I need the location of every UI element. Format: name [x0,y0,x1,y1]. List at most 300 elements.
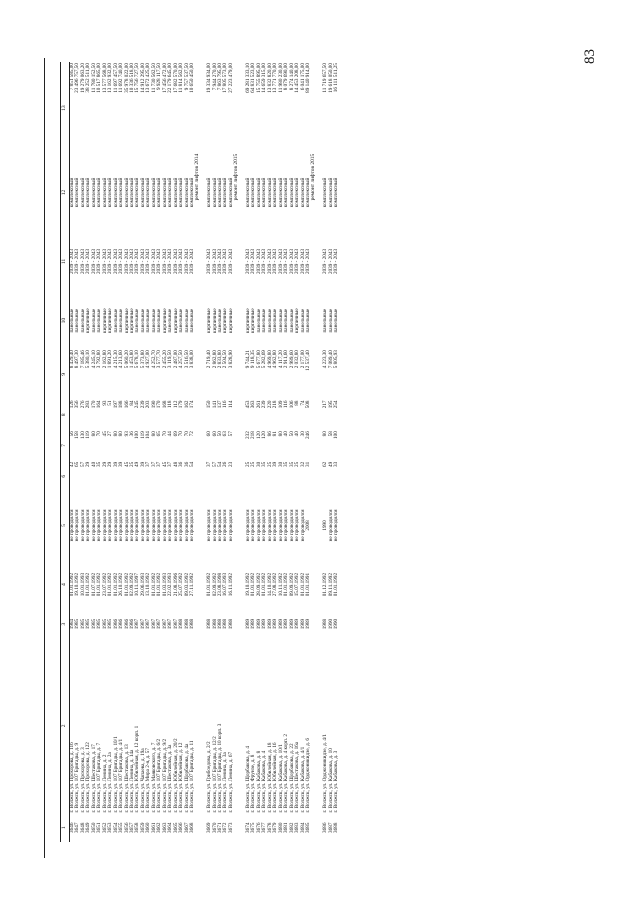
table-cell: 13 162 932,00 [107,63,114,93]
table-cell: 32 [299,461,306,468]
table-cell: 2039 - 2043 [245,248,252,275]
table-cell: 3654 [112,822,119,833]
table-cell: 4 969,80 [266,350,273,369]
table-cell: 1990 [327,618,334,630]
table-cell: не проводился [299,509,306,542]
table-cell: не проводился [101,509,108,542]
table-cell: 1989 [299,618,306,630]
table-cell: г. Волжск, ул. Чапаева, д. 19а [139,748,146,813]
table-cell: 3667 [183,822,190,833]
table-cell: 1988 [322,618,329,630]
table-cell: 37 [156,461,163,468]
table-cell: 40 [283,431,290,437]
table-cell: 2 719,40 [206,350,213,369]
table-cell: 57 [211,461,218,468]
table-cell: 23.07.1992 [101,572,108,597]
table-cell: не проводился [107,509,114,542]
table-cell: 1988 [211,618,218,630]
table-cell: панельные [283,308,290,333]
table-cell: 01.01.1992 [261,572,268,597]
table-cell: комплексный [272,177,279,208]
table-cell: комплексный [299,177,306,208]
table-cell: 81 [272,431,279,437]
table-cell: 35 [261,461,268,468]
table-cell: 1989 [294,618,301,630]
table-cell: 1989 [266,618,273,630]
table-cell: 88 [294,400,301,406]
table-cell: 1988 [188,618,195,630]
table-cell: 50 [288,431,295,437]
table-cell: кирпичные [245,308,252,333]
table-cell: 11 719 657,50 [322,63,329,93]
table-cell: 232 [245,431,252,439]
capital-repair-table [60,62,340,842]
table-cell: не проводился [74,509,81,542]
table-cell: не проводился [178,509,185,542]
table-cell: комплексный [283,177,290,208]
table-cell: г. Волжск, ул. 107 Бригады, д. 12/2 [211,736,218,813]
table-cell: 2039 - 2043 [327,248,334,275]
table-cell: не проводился [90,509,97,542]
table-cell: 100 [134,431,141,439]
table-cell: не проводился [118,509,125,542]
table-cell: комплексный [156,177,163,208]
table-cell: 93 [101,400,108,406]
table-cell: 2039 - 2043 [139,248,146,275]
table-cell: 62 [322,461,329,468]
table-cell: г. Волжск, ул. Кабакова, д. 4/1 [299,746,306,813]
table-cell: 2039 - 2043 [85,248,92,275]
table-cell: 01.01.1992 [150,572,157,597]
table-cell: 10 517 865,00 [96,63,103,93]
table-cell: панельные [327,308,334,333]
table-cell: 2039 - 2043 [277,248,284,275]
table-cell: 3 792,80 [96,350,103,369]
table-cell: 166 [123,400,130,409]
table-cell: г. Волжск, ул. 107 Бригады, д. 4/1 [118,738,125,813]
table-cell: не проводился [112,509,119,542]
column-header: 4 [61,559,70,609]
table-cell: 261 [255,400,262,409]
table-cell: комплексный [206,177,213,208]
table-cell: 01.07.1992 [90,572,97,597]
table-cell: 112 [172,400,179,409]
table-cell: 2 032,80 [294,350,301,369]
table-cell: панельные [74,308,81,333]
table-cell: 57 [227,431,234,437]
table-cell: 5 060,20 [123,350,130,369]
table-cell: 17 682 570,00 [172,63,179,93]
table-cell: комплексный [134,177,141,208]
table-cell: 5 282,69 [261,350,268,369]
table-cell: 188 [118,400,125,409]
table-cell: 29 [107,461,114,468]
table-cell: 2 455,20 [161,350,168,369]
page-number: 83 [582,49,598,64]
table-cell: 45 [101,431,108,437]
table-cell: 2008 [305,520,312,531]
table-cell: 3674 [245,822,252,833]
table-cell: комплексный [150,177,157,208]
table-cell: 170 [90,400,97,409]
table-cell: 1988 [183,618,190,630]
table-cell: 1987 [139,618,146,630]
table-cell: комплексный [327,177,334,208]
table-cell: 2039 - 2043 [145,248,152,275]
table-cell: 25.07.1992 [178,572,185,597]
table-cell: 3647 [74,822,81,833]
table-cell: 3662 [156,822,163,833]
table-cell: 01.01.1991 [305,572,312,597]
table-cell: 5 805,93 [333,350,340,369]
table-cell: 137 [217,400,223,409]
table-cell: 37 [145,461,152,468]
table-cell: 29.06.1993 [139,572,146,597]
table-cell: 126 [69,400,75,409]
table-cell: 2039 - 2043 [123,248,130,275]
table-cell: комплексный [112,177,119,208]
table-cell: комплексный [145,177,152,208]
table-cell: 3681 [283,822,290,833]
table-cell: 38 252 511,00 [85,63,92,93]
table-cell: комплексный [79,177,86,208]
table-cell: кирпичные [211,308,218,333]
table-cell: кирпичные [128,308,135,333]
table-cell: 2039 - 2043 [156,248,163,275]
table-cell: 02.09.1992 [128,572,135,597]
table-cell: 11 980 230,00 [277,63,284,93]
table-cell: 2039 - 2043 [118,248,125,275]
table-cell: 2039 - 2043 [128,248,135,275]
table-cell: 09.03.1992 [183,572,190,597]
table-cell: г. Волжск, ул. Маяковского, д. 7 [150,742,157,813]
table-cell: 60 [206,431,213,437]
table-cell: комплексный [90,177,97,208]
table-cell: 5 677,80 [255,350,262,369]
table-cell: 3655 [118,822,125,833]
table-cell: 114 [227,400,234,409]
table-cell: 80 [277,431,284,437]
table-cell: 01.01.1992 [112,572,119,597]
table-cell: 89 140 914,00 [305,63,312,93]
table-cell: не проводился [211,509,218,542]
table-cell: панельные [272,308,279,333]
table-cell: 29 [101,461,108,468]
table-cell: 10.01.1993 [79,572,86,597]
table-cell: 2 911,60 [283,350,290,369]
table-cell: панельные [188,308,195,333]
table-cell: г. Волжск, ул. 107 Бригады, д. 6/2 [156,738,163,813]
table-cell: 30 [299,431,306,437]
table-cell: комплексный [139,177,146,208]
table-cell: 30 [255,461,262,468]
table-cell: г. Волжск, ул. Щорбакова, д. 4а [183,743,190,813]
table-cell: 01.01.1992 [206,572,213,597]
table-cell: 2039 - 2043 [134,248,141,275]
table-cell: 2 862,80 [211,350,218,369]
table-cell: 80 [118,431,125,437]
table-cell: 120 [261,431,268,439]
table-cell: 3679 [272,822,279,833]
table-cell: 9 928 117,50 [156,63,163,91]
table-cell: 12 537,40 [305,350,312,371]
table-cell: 17 805 573,00 [222,63,229,93]
table-cell: 3677 [261,822,268,833]
table-cell: 2039 - 2043 [333,248,340,275]
table-cell: г. Волжск, ул. Кабакова, д. 4 [261,750,268,813]
table-cell: панельные [333,308,340,333]
table-cell: 1985 [96,618,103,630]
table-cell: 49 [327,461,334,468]
table-cell: 1986 [118,618,125,630]
column-header: 13 [61,62,70,154]
table-cell: комплексный [74,177,81,208]
table-cell: 31 [305,461,312,468]
table-cell: кирпичные [85,308,92,333]
table-cell: 3684 [299,822,306,833]
table-cell: 9 118,35 [250,350,257,369]
table-cell: 1986 [128,618,135,630]
table-cell: 2039 - 2043 [112,248,119,275]
table-left-rule [44,58,45,858]
table-cell: 35 978 022,00 [123,63,130,93]
table-cell: 25 [128,461,135,468]
table-cell: 2039 - 2043 [217,248,223,275]
table-cell: панельные [156,308,163,333]
table-cell: 8 079 690,00 [283,63,290,91]
table-cell: комплексный [183,177,190,208]
table-cell: панельные [167,308,174,333]
table-cell: 80 [90,431,97,437]
table-cell: 4 245,10 [90,350,97,369]
column-header: 11 [61,231,70,292]
table-cell: 1987 [145,618,152,630]
table-cell: 80 [112,431,119,437]
table-cell: 453 [245,400,252,409]
table-cell: 65 [156,431,163,437]
table-cell: панельные [118,308,125,333]
table-cell: 164 [96,400,103,409]
table-cell: 3660 [145,822,152,833]
table-cell: не проводился [79,509,86,542]
table-cell: 44 [167,431,174,437]
table-cell: 01.01.1992 [85,572,92,597]
table-cell: г. Волжск, ул. Юбилейная, д. 18 [266,742,273,813]
column-header: 3 [61,610,70,638]
table-cell: 49 [134,461,141,468]
table-cell: кирпичные [222,308,229,333]
table-cell: г. Волжск, ул. Кабакова, д. 3 [333,750,340,813]
table-cell: не проводился [294,509,301,542]
table-cell: 2 504,50 [222,350,229,369]
table-cell: 01.01.1992 [156,572,163,597]
table-cell: 3665 [172,822,179,833]
table-cell: 1985 [90,618,97,630]
table-cell: г. Волжск, ул. Ленина, д. 2а [107,752,114,813]
table-cell: 7 851 585,00 [69,63,75,91]
table-cell: не проводился [245,509,252,542]
table-cell: 3668 [188,822,195,833]
table-cell: 15 756 727,50 [134,63,141,93]
table-cell: 45 [161,461,168,468]
table-cell: 7 185,46 [79,350,86,369]
table-cell: не проводился [69,509,75,542]
table-cell: 2039 - 2043 [79,248,86,275]
table-cell: панельные [134,308,141,333]
table-cell: 4 223,30 [322,350,329,369]
table-cell: 5 678,10 [134,350,141,369]
table-cell: кирпичные [172,308,179,333]
table-cell: 2 833,80 [217,350,223,369]
table-cell: не проводился [277,509,284,542]
table-cell: 3658 [134,822,141,833]
table-cell: 3657 [128,822,135,833]
table-cell: г. Волжск, ул. Шестакова, д. 13 [123,744,130,813]
table-cell: комплексный [322,177,329,208]
table-cell: 119 [139,431,146,439]
table-cell: 197 [112,400,119,409]
table-cell: 39 [272,461,279,468]
table-cell: комплексный [178,177,185,208]
table-cell: 3669 [206,822,213,833]
table-cell: не проводился [156,509,163,542]
table-cell: 57 [79,461,86,468]
table-cell: комплексный [123,177,130,208]
table-cell: 1990 [333,618,340,630]
table-cell: г. Волжск, ул. Юбилейная, д. 12 [178,742,185,813]
table-cell: 1989 [261,618,268,630]
table-cell: не проводился [134,509,141,542]
table-cell: комплексный [288,177,295,208]
table-cell: не проводился [333,509,340,542]
table-cell: 35 [96,461,103,468]
table-cell: 3652 [101,822,108,833]
table-cell: 2039 - 2043 [305,248,312,275]
table-cell: г. Волжск, ул. Кабакова, д. 10 [327,748,334,813]
table-cell: 14 659 315,00 [261,63,268,93]
table-cell: 74 [299,400,306,406]
table-cell: 1987 [161,618,168,630]
table-cell: 13 577 568,00 [101,63,108,93]
table-cell: 3 516,50 [183,350,190,369]
table-cell: 1985 [101,618,108,630]
table-cell: комплексный [250,177,257,208]
table-cell: 2039 - 2043 [69,248,75,275]
table-cell: г. Волжск, ул. Кабакова, д. 8 [255,750,262,813]
table-cell: 203 [145,400,152,409]
table-cell: 1987 [150,618,157,630]
table-cell: панельные [178,308,185,333]
table-cell: 118 [167,400,174,409]
table-cell: панельные [145,308,152,333]
column-header: 5 [61,492,70,560]
table-cell: 283 [85,400,92,409]
table-cell: панельные [261,308,268,333]
table-cell: 174 [188,400,195,409]
table-cell: 1989 [277,618,284,630]
table-cell: 3653 [107,822,114,833]
table-cell: 2039 - 2043 [161,248,168,275]
table-cell: 93 [123,431,130,437]
table-cell: 3650 [90,822,97,833]
table-cell: комплексный [277,177,284,208]
table-cell: 2 989,60 [288,350,295,369]
table-cell: 14.10.1992 [266,572,273,597]
table-cell: г. Волжск, ул. Кабакова, д. 10/1 [277,744,284,813]
table-cell: 25 [294,461,301,468]
column-header: 1 [61,814,70,842]
table-cell: 2039 - 2043 [294,248,301,275]
table-cell: 5 380,10 [85,350,92,369]
table-cell: 1986 [123,618,130,630]
table-cell: комплексный [107,177,114,208]
table-cell: панельные [266,308,273,333]
table-cell: г. Волжск, ул. Юбилейная, д. 12 корп. 1 [134,725,141,813]
table-cell: панельные [322,308,329,333]
table-cell: 2039 - 2043 [90,248,97,275]
table-cell: панельные [112,308,119,333]
table-cell: 70 [178,431,185,437]
table-cell: не проводился [188,509,195,542]
table-cell: 36 [183,461,190,468]
table-cell: 2039 - 2043 [101,248,108,275]
table-cell: 141 [211,400,218,409]
table-cell: панельные [217,308,223,333]
table-cell: 1990 [322,520,329,531]
table-cell: 23.08.1998 [217,572,223,597]
table-cell: 179 [178,400,185,409]
table-cell: 3671 [217,822,223,833]
table-cell: 3678 [266,822,273,833]
table-cell: комплексный [222,177,229,208]
table-cell: 3646 [69,822,75,833]
table-cell: 86 [266,431,273,437]
table-cell: 64 831 523,00 [250,63,257,93]
table-cell: 1986 [112,618,119,630]
table-cell: 11 730 562,50 [150,63,157,93]
table-cell: не проводился [255,509,262,542]
table-cell: не проводился [222,509,229,542]
table-cell: 27.11.1992 [188,573,195,597]
table-cell: не проводился [96,509,103,542]
table-cell: 37 [150,461,157,468]
table-cell: г. Волжск, ул. Шестакова, д. 3а [167,744,174,813]
table-cell: г. Волжск, ул. Ленина, д. 67 [227,751,234,813]
table-cell: комплексный [85,177,92,208]
table-cell: 3664 [167,822,174,833]
table-cell: комплексный [167,177,174,208]
table-cell: 246 [305,431,312,439]
table-cell: комплексный [211,177,218,208]
table-cell: комплексный [128,177,135,208]
table-cell: 3682 [288,822,295,833]
table-cell: 69 281 333,10 [245,63,252,93]
table-cell: комплексный [101,177,108,208]
table-cell: кирпичные [206,308,213,333]
table-cell: 3673 [227,822,234,833]
table-cell: не проводился [161,509,168,542]
table-cell: 01.01.1992 [96,572,103,597]
table-cell: 2039 - 2043 [299,248,306,275]
column-header: 6 [61,461,70,492]
table-cell: 25 [266,461,273,468]
table-cell: 11 780 152,50 [90,63,97,93]
table-cell: 3672 [222,822,229,833]
table-cell: 3675 [250,822,257,833]
table-cell: 2 177,00 [299,350,306,369]
table-cell: 19.10.1992 [245,572,252,597]
table-cell: 2039 - 2043 [222,248,229,275]
